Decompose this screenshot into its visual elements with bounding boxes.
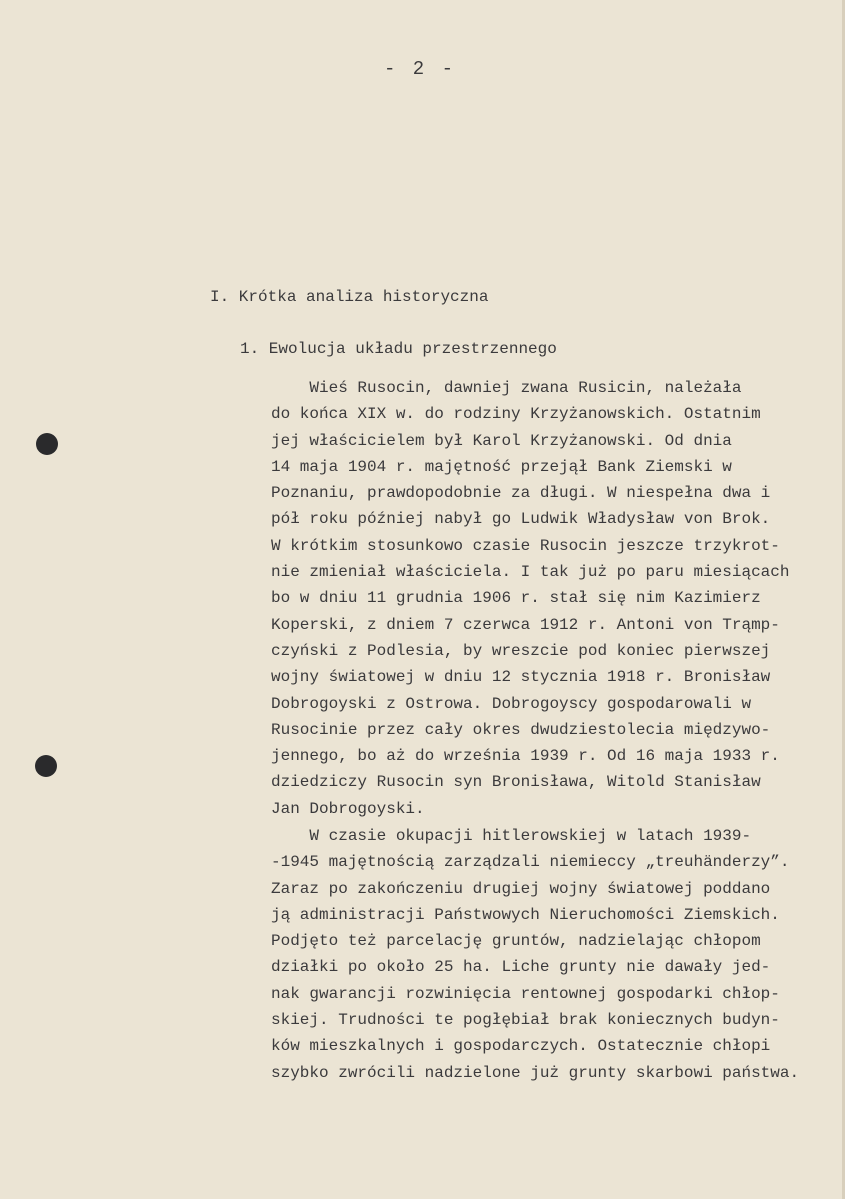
text-line: ją administracji Państwowych Nieruchomości Ziemskich.: [271, 905, 780, 924]
text-line: nak gwarancji rozwinięcia rentownej gospodarki chłop-: [271, 984, 780, 1003]
section-heading: I. Krótka analiza historyczna: [210, 288, 489, 306]
text-line: W krótkim stosunkowo czasie Rusocin jeszcze trzykrot-: [271, 536, 780, 555]
text-line: W czasie okupacji hitlerowskiej w latach 1939-: [271, 827, 752, 845]
text-line: działki po około 25 ha. Liche grunty nie dawały jed-: [271, 958, 771, 977]
punch-hole: [35, 755, 57, 777]
paragraph-2: [271, 823, 799, 1086]
text-line: Rusocinie przez cały okres dwudziestolecia międzywo-: [271, 720, 771, 739]
punch-hole: [36, 433, 58, 455]
text-line: jennego, bo aż do września 1939 r. Od 16 maja 1933 r.: [271, 747, 780, 766]
text-line: Wieś Rusocin, dawniej zwana Rusicin, należała: [271, 379, 742, 397]
text-line: ków mieszkalnych i gospodarczych. Ostatecznie chłopi: [271, 1037, 771, 1056]
text-line: nie zmieniał właściciela. I tak już po paru miesiącach: [271, 563, 790, 582]
text-line: Podjęto też parcelację gruntów, nadzielając chłopom: [271, 932, 761, 951]
text-line: do końca XIX w. do rodziny Krzyżanowskich. Ostatnim: [271, 405, 761, 424]
text-line: dziedziczy Rusocin syn Bronisława, Witold Stanisław: [271, 773, 761, 792]
text-line: pół roku później nabył go Ludwik Władysław von Brok.: [271, 510, 771, 529]
text-line: Zaraz po zakończeniu drugiej wojny światowej poddano: [271, 879, 771, 898]
text-line: wojny światowej w dniu 12 stycznia 1918 r. Bronisław: [271, 668, 771, 687]
text-line: Dobrogoyski z Ostrowa. Dobrogoyscy gospodarowali w: [271, 694, 752, 713]
paragraph-1: [271, 375, 789, 822]
text-line: Koperski, z dniem 7 czerwca 1912 r. Antoni von Trąmp-: [271, 615, 780, 634]
text-line: 14 maja 1904 r. majętność przejął Bank Ziemski w: [271, 457, 732, 476]
text-line: -1945 majętnością zarządzali niemieccy „treuhänderzy”.: [271, 853, 790, 872]
text-line: jej właścicielem był Karol Krzyżanowski. Od dnia: [271, 431, 732, 450]
page-number: - 2 -: [384, 58, 457, 80]
text-line: bo w dniu 11 grudnia 1906 r. stał się nim Kazimierz: [271, 589, 761, 608]
text-line: czyński z Podlesia, by wreszcie pod koniec pierwszej: [271, 641, 771, 660]
subsection-heading: 1. Ewolucja układu przestrzennego: [240, 340, 557, 358]
text-line: Jan Dobrogoyski.: [271, 799, 425, 818]
text-line: skiej. Trudności te pogłębiał brak koniecznych budyn-: [271, 1011, 780, 1030]
text-line: Poznaniu, prawdopodobnie za długi. W niespełna dwa i: [271, 484, 771, 503]
text-line: szybko zwrócili nadzielone już grunty skarbowi państwa.: [271, 1063, 800, 1082]
